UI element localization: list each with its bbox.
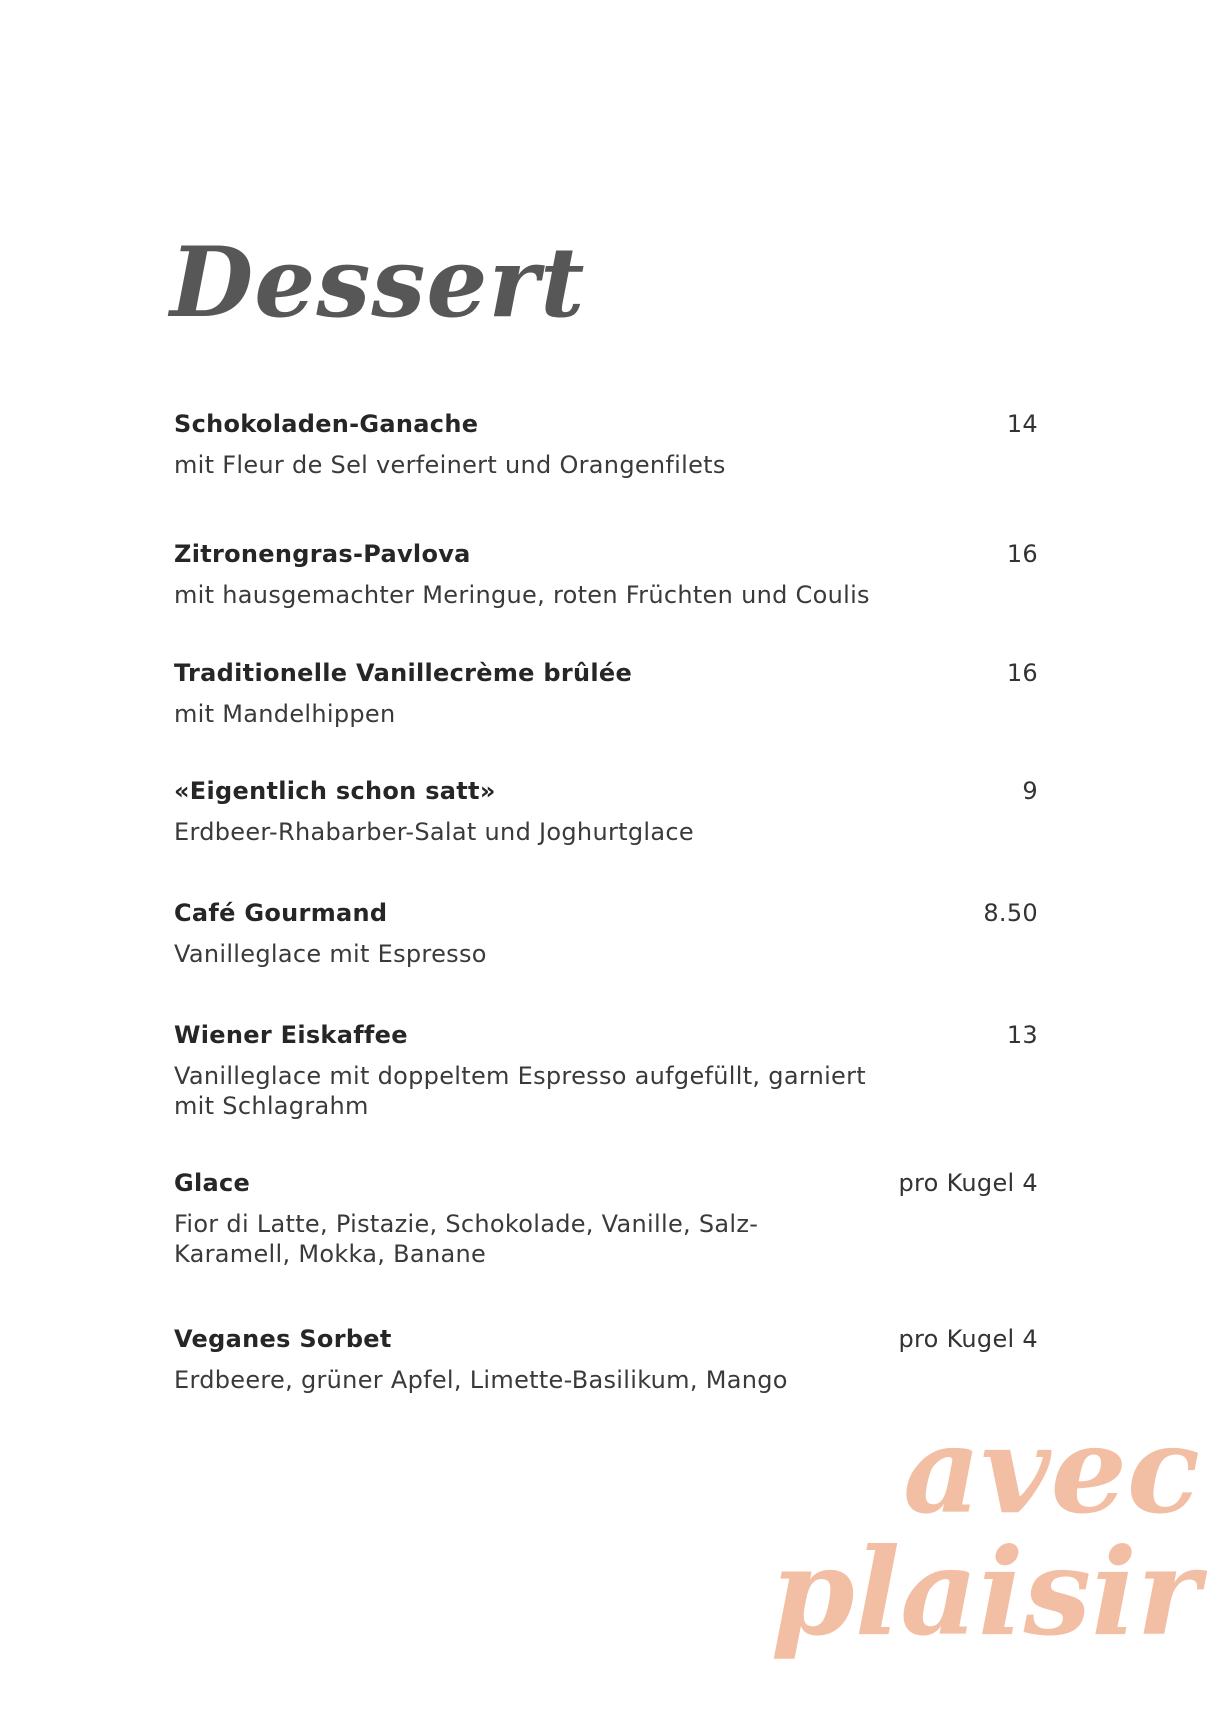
item-price: 16 [1006,540,1038,568]
slogan-avec-plaisir [770,1400,1200,1663]
item-name: Wiener Eiskaffee [174,1021,408,1049]
menu-item-wiener-eiskaffee [174,1021,1038,1121]
item-price: 9 [1022,777,1038,805]
item-name: Zitronengras-Pavlova [174,540,471,568]
menu-item-eigentlich-schon-satt [174,777,1038,847]
item-description: Vanilleglace mit doppeltem Espresso aufgefüllt, garniert mit Schlagrahm [174,1062,866,1120]
menu-item-glace [174,1169,1038,1269]
item-description: mit hausgemachter Meringue, roten Früchten und Coulis [174,581,870,609]
menu-item-vanillecreme-brulee [174,659,1038,729]
item-name: «Eigentlich schon satt» [174,777,496,805]
item-price: 16 [1006,659,1038,687]
item-price: 8.50 [983,899,1038,927]
item-name: Café Gourmand [174,899,388,927]
slogan-line-1: avec [903,1400,1200,1541]
slogan-line-2: plaisir [770,1522,1200,1663]
item-price: 13 [1006,1021,1038,1049]
item-name: Veganes Sorbet [174,1325,392,1353]
item-price: pro Kugel 4 [898,1169,1038,1197]
item-price: 14 [1006,410,1038,438]
item-description: mit Mandelhippen [174,700,396,728]
menu-item-veganes-sorbet [174,1325,1038,1395]
item-name: Glace [174,1169,251,1197]
menu-item-cafe-gourmand [174,899,1038,969]
item-price: pro Kugel 4 [898,1325,1038,1353]
item-description: mit Fleur de Sel verfeinert und Orangenfilets [174,451,726,479]
menu-item-zitronengras-pavlova [174,540,1038,610]
item-description: Fior di Latte, Pistazie, Schokolade, Vanille, Salz-Karamell, Mokka, Banane [174,1210,759,1268]
item-description: Erdbeere, grüner Apfel, Limette-Basilikum, Mango [174,1366,788,1394]
page-title: Dessert [170,226,586,339]
item-description: Vanilleglace mit Espresso [174,940,487,968]
item-name: Schokoladen-Ganache [174,410,479,438]
item-name: Traditionelle Vanillecrème brûlée [174,659,633,687]
menu-item-schokoladen-ganache [174,410,1038,480]
item-description: Erdbeer-Rhabarber-Salat und Joghurtglace [174,818,694,846]
